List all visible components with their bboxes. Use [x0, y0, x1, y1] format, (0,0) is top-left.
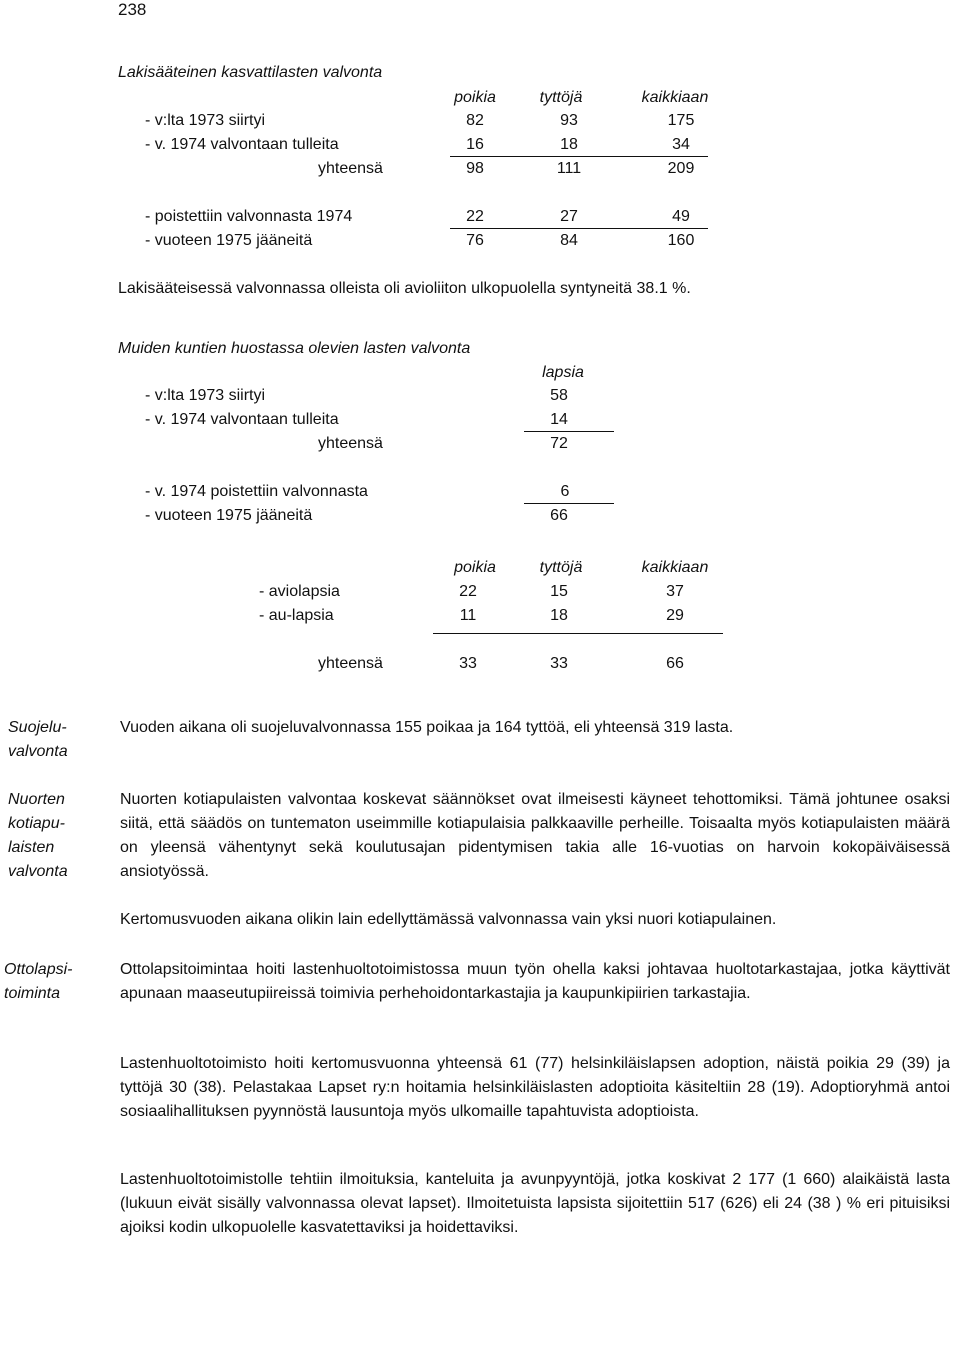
- cell: 49: [672, 208, 690, 225]
- cell: 33: [550, 655, 568, 672]
- cell: 93: [560, 112, 578, 129]
- cell: 76: [466, 232, 484, 249]
- cell: 14: [550, 411, 568, 428]
- cell: 11: [459, 607, 477, 624]
- cell: 18: [550, 607, 568, 624]
- cell: 175: [667, 112, 695, 129]
- underline-rule: [524, 503, 614, 504]
- section-title: Lakisääteinen kasvattilasten valvonta: [118, 64, 383, 81]
- col-header: lapsia: [542, 364, 584, 381]
- row-label: - v:lta 1973 siirtyi: [145, 387, 266, 404]
- col-header: poikia: [454, 89, 496, 106]
- row-label: yhteensä: [318, 160, 383, 177]
- cell: 22: [466, 208, 484, 225]
- row-label: - v:lta 1973 siirtyi: [145, 112, 266, 129]
- cell: 209: [667, 160, 695, 177]
- cell: 18: [560, 136, 578, 153]
- side-heading: Suojelu- valvonta: [8, 719, 68, 760]
- col-header: tyttöjä: [539, 89, 583, 106]
- page-number: 238: [118, 0, 147, 19]
- total-rule: [450, 156, 708, 157]
- cell: 82: [466, 112, 484, 129]
- cell: 98: [466, 160, 484, 177]
- cell: 58: [550, 387, 568, 404]
- row-label: - v. 1974 poistettiin valvonnasta: [145, 483, 368, 500]
- cell: 72: [550, 435, 568, 452]
- row-label: - vuoteen 1975 jääneitä: [145, 232, 313, 249]
- side-heading: Ottolapsi- toiminta: [4, 961, 73, 1002]
- paragraph: Vuoden aikana oli suojeluvalvonnassa 155 poikaa ja 164 tyttöä, eli yhteensä 319 lasta.: [120, 719, 734, 736]
- row-label: yhteensä: [318, 655, 383, 672]
- row-label: - poistettiin valvonnasta 1974: [145, 208, 353, 225]
- cell: 16: [466, 136, 484, 153]
- cell: 22: [459, 583, 477, 600]
- col-header: tyttöjä: [539, 559, 583, 576]
- side-heading: Nuorten kotiapu- laisten valvonta: [8, 791, 68, 880]
- total-rule: [433, 633, 723, 634]
- note-text: Lakisääteisessä valvonnassa olleista oli avioliiton ulkopuolella syntyneitä 38.1 %.: [118, 280, 691, 297]
- cell: 111: [556, 160, 582, 177]
- row-label: - vuoteen 1975 jääneitä: [145, 507, 313, 524]
- paragraph: Lastenhuoltotoimistolle tehtiin ilmoituksia, kanteluita ja avunpyyntöjä, jotka koskivat 2 177 (1 660) alaikäistä lasta (lukuun eivät sisälly valvonnassa olevat lapset). Ilmoitetuista lapsista sijoitettiin 517 (626) eli 24 (38 ) % eri pituisiksi ajoiksi kodin ulkopuolelle kasvatettaviksi ja hoidettaviksi.: [120, 1171, 950, 1236]
- row-label: - v. 1974 valvontaan tulleita: [145, 136, 339, 153]
- cell: 6: [560, 483, 570, 500]
- cell: 84: [560, 232, 578, 249]
- paragraph: Kertomusvuoden aikana olikin lain edellyttämässä valvonnassa vain yksi nuori kotiapulainen.: [120, 911, 777, 928]
- total-rule: [524, 431, 614, 432]
- cell: 33: [459, 655, 477, 672]
- row-label: - aviolapsia: [259, 583, 340, 600]
- col-header: poikia: [454, 559, 496, 576]
- cell: 66: [666, 655, 684, 672]
- row-label: yhteensä: [318, 435, 383, 452]
- cell: 27: [560, 208, 578, 225]
- col-header: kaikkiaan: [641, 89, 709, 106]
- cell: 29: [666, 607, 684, 624]
- paragraph: Nuorten kotiapulaisten valvontaa koskevat säännökset ovat ilmeisesti käyneet tehottomiksi. Tämä johtunee osaksi siitä, että säädös on tuntematon useimmille kotiapulaisia palkkaaville perheille. Toisaalta myös kotiapulaisten määrä on yleensä vähentynyt sekä koulutusajan pidentymisen takia alle 16-vuotias on harvoin kokopäiväisessä ansiotyössä.: [120, 791, 950, 880]
- underline-rule: [450, 228, 708, 229]
- cell: 37: [666, 583, 684, 600]
- cell: 160: [667, 232, 695, 249]
- cell: 15: [550, 583, 568, 600]
- row-label: - au-lapsia: [259, 607, 334, 624]
- row-label: - v. 1974 valvontaan tulleita: [145, 411, 339, 428]
- cell: 66: [550, 507, 568, 524]
- cell: 34: [672, 136, 690, 153]
- paragraph: Ottolapsitoimintaa hoiti lastenhuoltotoimistossa muun työn ohella kaksi johtavaa huoltotarkastajaa, jotka käyttivät apunaan maaseutupiireissä toimivia perhehoidontarkastajia ja kaupunkipiirien tarkastajia.: [120, 961, 950, 1002]
- section-title: Muiden kuntien huostassa olevien lasten valvonta: [118, 340, 471, 357]
- paragraph: Lastenhuoltotoimisto hoiti kertomusvuonna yhteensä 61 (77) helsinkiläislapsen adoption, näistä poikia 29 (39) ja tyttöjä 30 (38). Pelastakaa Lapset ry:n hoitamia helsinkiläislasten adoptioita käsiteltiin 28 (19). Adoptioryhmä antoi sosiaalihallituksen pyynnöstä lausuntoja myös ulkomaille tapahtuvista adoptioista.: [120, 1055, 950, 1120]
- col-header: kaikkiaan: [641, 559, 709, 576]
